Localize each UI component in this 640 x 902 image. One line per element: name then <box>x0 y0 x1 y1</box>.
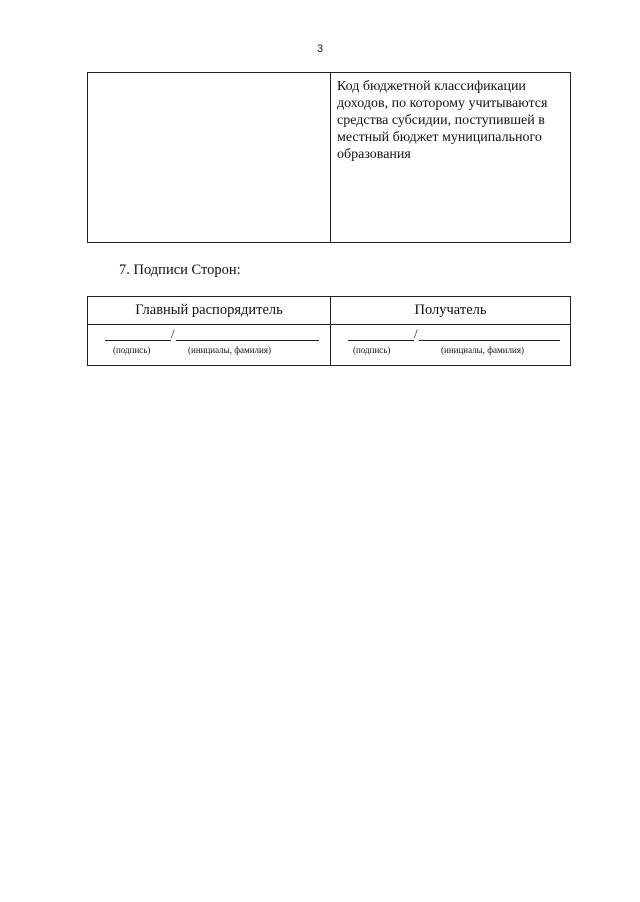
signature-caption: (подпись) <box>113 345 151 355</box>
page-number: 3 <box>316 43 324 55</box>
signature-slash: / <box>171 326 175 341</box>
signatures-section-heading: 7. Подписи Сторон: <box>119 262 241 278</box>
recipient-header: Получатель <box>331 297 570 325</box>
signature-line <box>348 340 414 341</box>
signatures-table <box>87 296 571 366</box>
name-line <box>176 340 319 341</box>
name-line <box>419 340 560 341</box>
budget-classification-code-label: Код бюджетной классификации доходов, по которому учитываются средства субсидии, поступившей в местный бюджет муниципального образования <box>337 79 548 162</box>
chief-administrator-header: Главный распорядитель <box>88 297 331 325</box>
recipient-signature-cell <box>331 325 570 365</box>
signature-caption: (подпись) <box>353 345 391 355</box>
signature-slash: / <box>414 326 418 341</box>
signature-line <box>105 340 171 341</box>
chief-administrator-signature-cell <box>88 325 331 365</box>
budget-classification-table <box>87 72 571 243</box>
name-caption: (инициалы, фамилия) <box>441 345 524 355</box>
budget-table-left-cell <box>88 73 331 242</box>
name-caption: (инициалы, фамилия) <box>188 345 271 355</box>
